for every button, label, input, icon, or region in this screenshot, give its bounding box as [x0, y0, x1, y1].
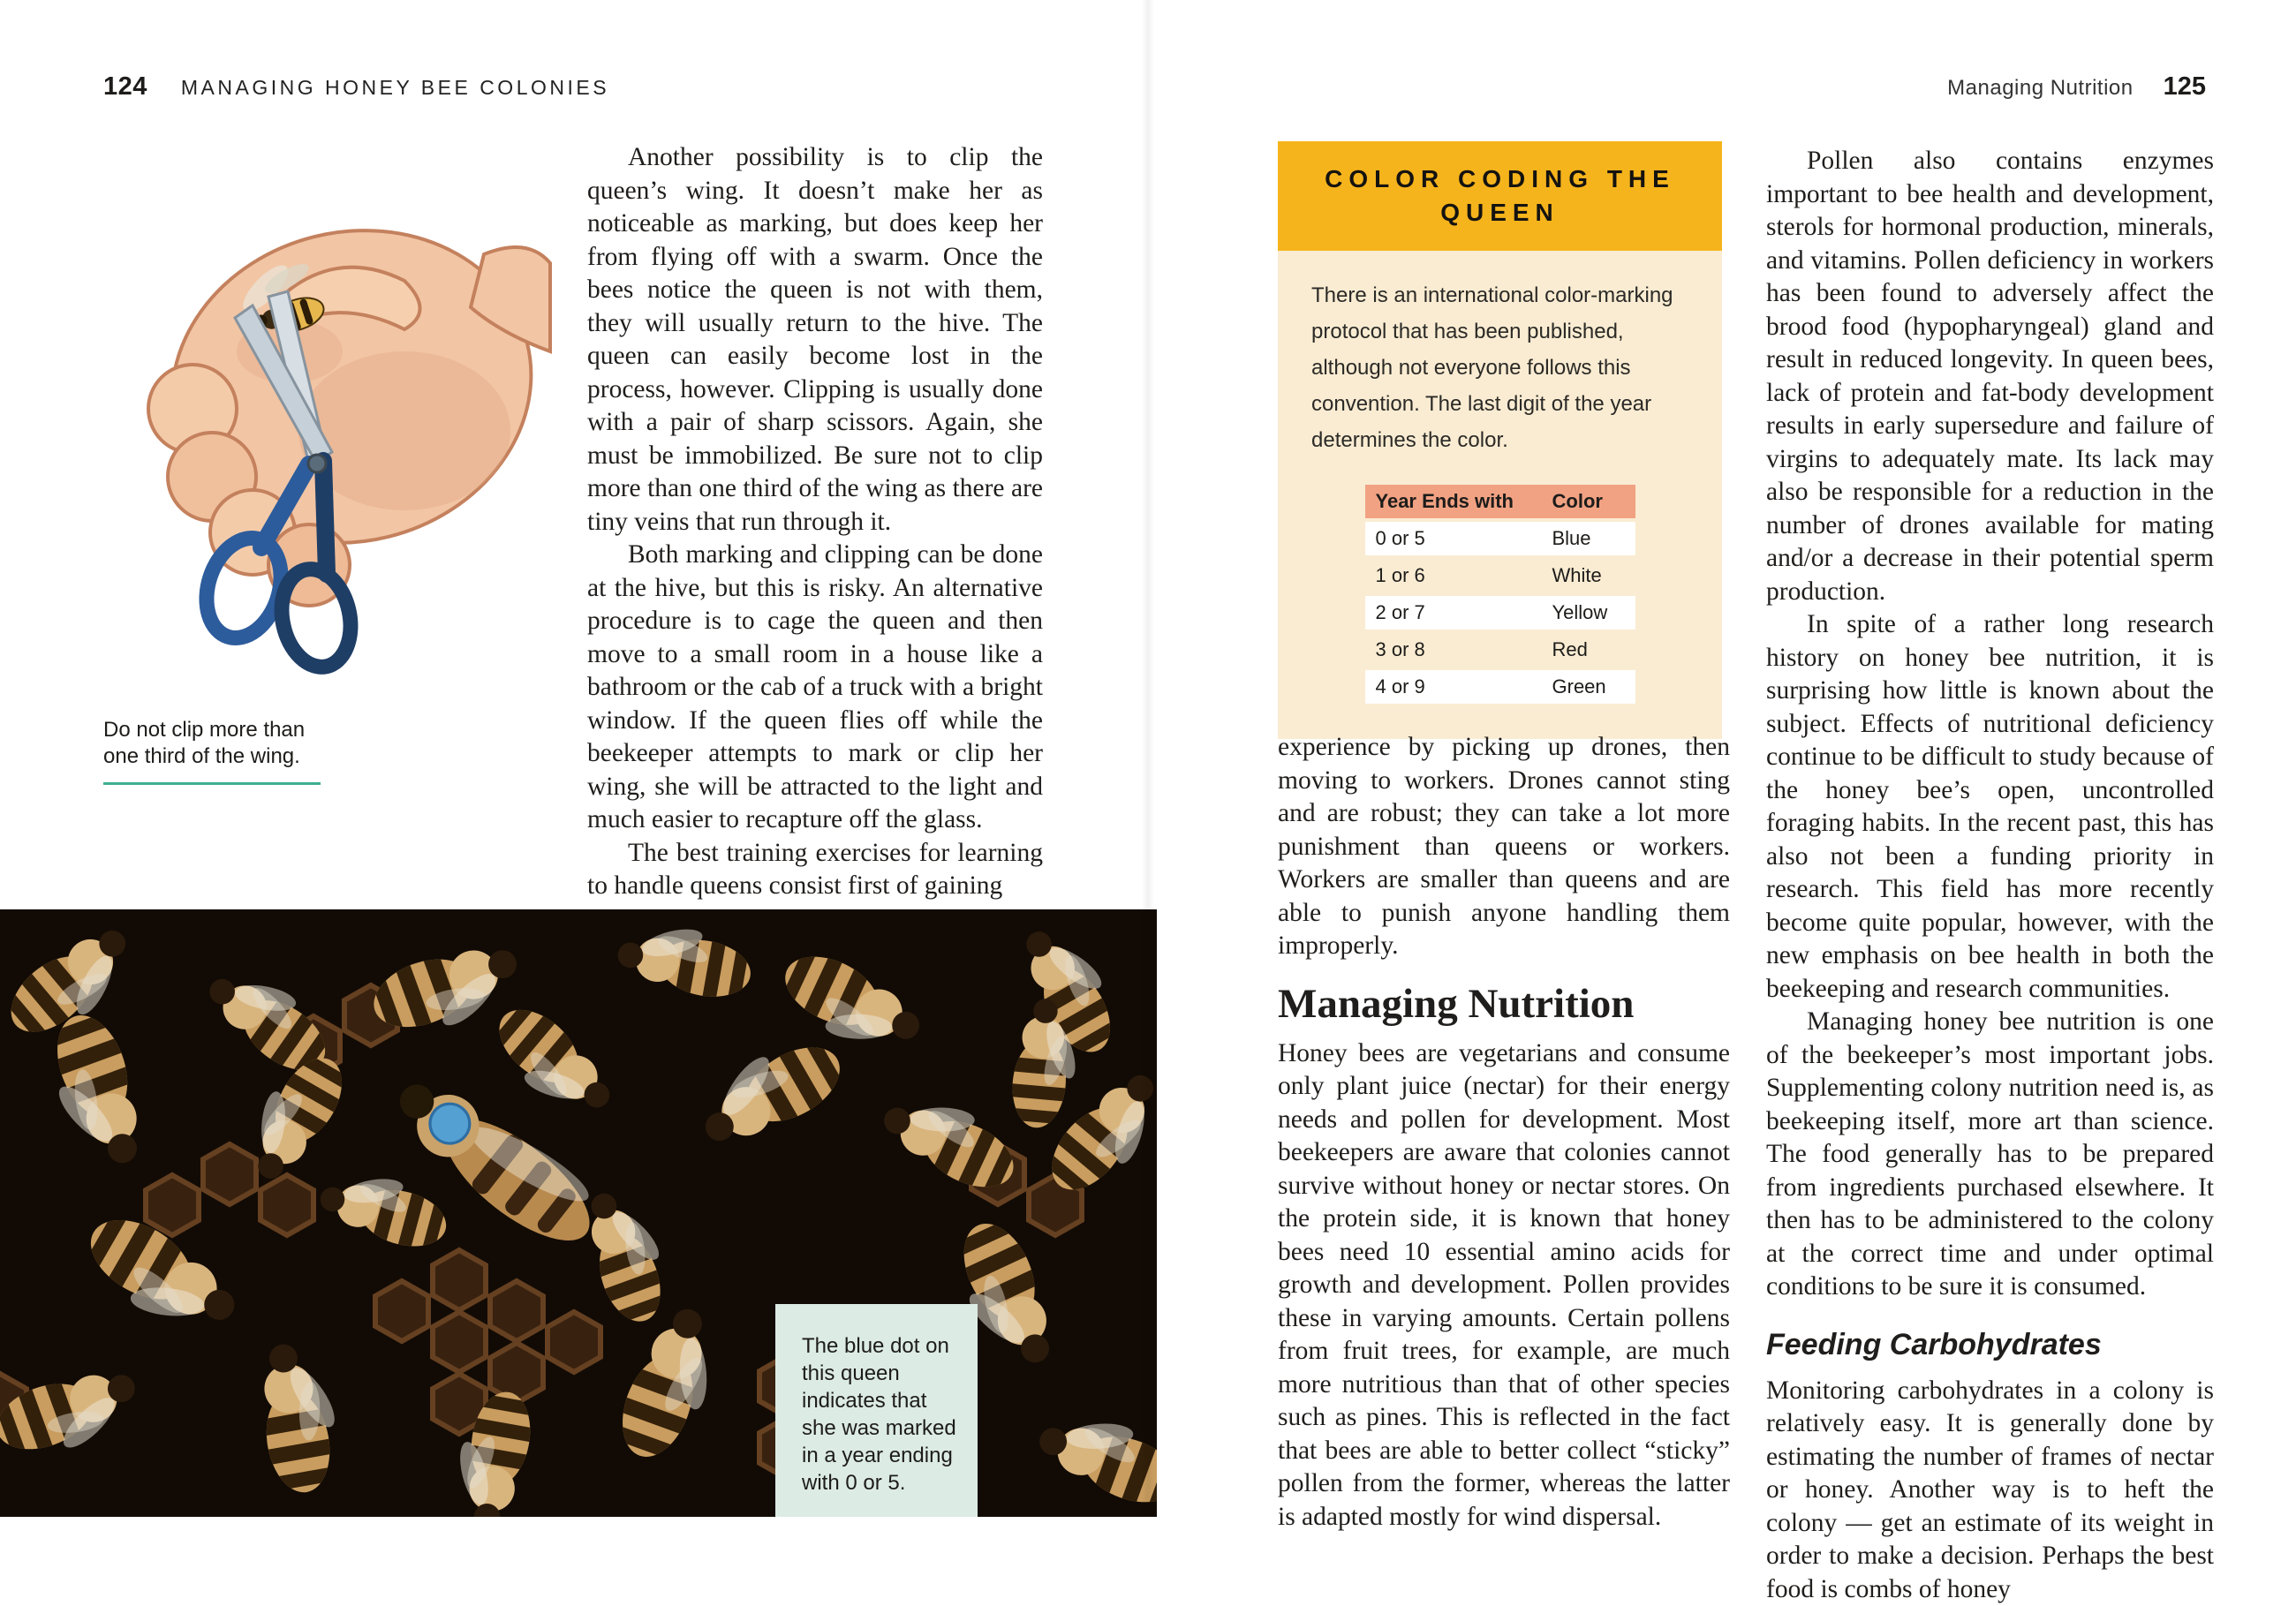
section-heading: Managing Nutrition	[1278, 981, 1730, 1027]
paragraph: Monitoring carbohydrates in a colony is relatively easy. It is generally done by estimating the number of frames of nectar or honey. Another way is to heft the colony — get an estimate of its weight in order to make a decision. Perhaps the best food is combs of honey	[1766, 1375, 2214, 1606]
right-text-column	[1766, 145, 2214, 1606]
paragraph: The best training exercises for learning to handle queens consist first of gaining	[587, 837, 1043, 903]
table-cell: Yellow	[1542, 596, 1635, 630]
hand-icon	[139, 193, 555, 606]
right-running-head	[1947, 72, 2206, 102]
sidebar-title: COLOR CODING THE QUEEN	[1278, 141, 1722, 251]
page-number-right: 125	[2164, 72, 2206, 102]
table-row	[1365, 633, 1635, 667]
paragraph: Honey bees are vegetarians and consume only plant juice (nectar) for their energy needs and pollen for development. Most beekeepers are aware that colonies cannot survive without honey or nectar stores. On the protein side, it is known that honey bees need 10 essential amino acids for growth and development. Pollen provides these in varying amounts. Certain pollens from fruit trees, for example, are much more nutritious than that of other species such as pines. This is reflected in the fact that bees are able to better collect “sticky” pollen from the former, whereas the latter is adapted mostly for wind dispersal.	[1278, 1037, 1730, 1534]
paragraph: experience by picking up drones, then moving to workers. Drones cannot sting and are robust; they can take a lot more punishment than queens or workers. Workers are smaller than queens and are able to punish anyone handling them improperly.	[1278, 731, 1730, 963]
table-header-cell: Year Ends with	[1365, 485, 1542, 518]
photo-caption-box: The blue dot on this queen indicates that she was marked in a year ending with 0 or 5.	[775, 1304, 978, 1517]
table-cell: 3 or 8	[1365, 633, 1542, 667]
table-row	[1365, 670, 1635, 704]
page-gutter	[1142, 0, 1154, 1517]
running-head-left-title: MANAGING HONEY BEE COLONIES	[181, 76, 609, 100]
table-cell: White	[1542, 559, 1635, 592]
running-head-right-title: Managing Nutrition	[1947, 76, 2133, 101]
table-cell: 1 or 6	[1365, 559, 1542, 592]
color-coding-sidebar	[1278, 141, 1722, 739]
middle-text-column	[1278, 731, 1730, 1534]
table-row	[1365, 522, 1635, 555]
paragraph: Another possibility is to clip the queen’s wing. It doesn’t make her as noticeable as marking, but does keep her from flying off with a swarm. Once the bees notice the queen is not with them, they will usually return to the hive. The queen can easily become lost in the process, however. Clipping is usually done with a pair of sharp scissors. Again, she must be immobilized. Be sure not to clip more than one third of the wing as there are tiny veins that run through it.	[587, 141, 1043, 539]
paragraph: Pollen also contains enzymes important to bee health and development, sterols for hormonal production, minerals, and vitamins. Pollen deficiency in workers has been found to adversely affect the brood food (hypopharyngeal) gland and result in reduced longevity. In queen bees, lack of protein and fat-body development results in early supersedure and failure of virgins to adequately mate. Its lack may also be responsible for a reduction in the number of drones available for mating and/or a decrease in their potential sperm production.	[1766, 145, 2214, 608]
illustration-caption: Do not clip more than one third of the wing.	[103, 717, 313, 770]
sidebar-paragraph: There is an international color-marking protocol that has been published, although not everyone follows this convention. The last digit of the year determines the color.	[1311, 277, 1688, 458]
table-row	[1365, 559, 1635, 592]
table-cell: Green	[1542, 670, 1635, 704]
paragraph: Both marking and clipping can be done at the hive, but this is risky. An alternative procedure is to cage the queen and then move to a small room in a house like a bathroom or the cab of a truck with a bright window. If the queen flies off while the beekeeper attempts to mark or clip her wing, she will be attracted to the light and much easier to recapture off the glass.	[587, 539, 1043, 837]
page-number-left: 124	[103, 72, 147, 102]
table-cell: 2 or 7	[1365, 596, 1542, 630]
queen-bee-photo	[0, 909, 1157, 1517]
queen-color-table	[1365, 481, 1635, 707]
paragraph: Managing honey bee nutrition is one of the beekeeper’s most important jobs. Supplementing colony nutrition need is, as beekeeping itself, more art than science. The food generally has to be prepared from ingredients purchased elsewhere. It then has to be administered to the colony at the correct time and under optimal conditions to be sure it is consumed.	[1766, 1006, 2214, 1304]
sidebar-body	[1278, 251, 1722, 739]
table-cell: 0 or 5	[1365, 522, 1542, 555]
table-cell: 4 or 9	[1365, 670, 1542, 704]
subsection-heading: Feeding Carbohydrates	[1766, 1327, 2214, 1362]
table-header-row	[1365, 485, 1635, 518]
table-cell: Red	[1542, 633, 1635, 667]
wing-clipping-illustration	[25, 166, 555, 696]
left-text-column	[587, 141, 1043, 903]
left-running-head	[103, 72, 609, 102]
caption-rule	[103, 782, 321, 785]
paragraph: In spite of a rather long research history on honey bee nutrition, it is surprising how little is known about the subject. Effects of nutritional deficiency continue to be difficult to study because of the honey bee’s open, uncontrolled foraging habits. In the recent past, this has also not been a funding priority in research. This field has more recently become quite popular, however, with the new emphasis on bee health in both the beekeeping and research communities.	[1766, 608, 2214, 1006]
table-cell: Blue	[1542, 522, 1635, 555]
table-header-cell: Color	[1542, 485, 1635, 518]
table-row	[1365, 596, 1635, 630]
